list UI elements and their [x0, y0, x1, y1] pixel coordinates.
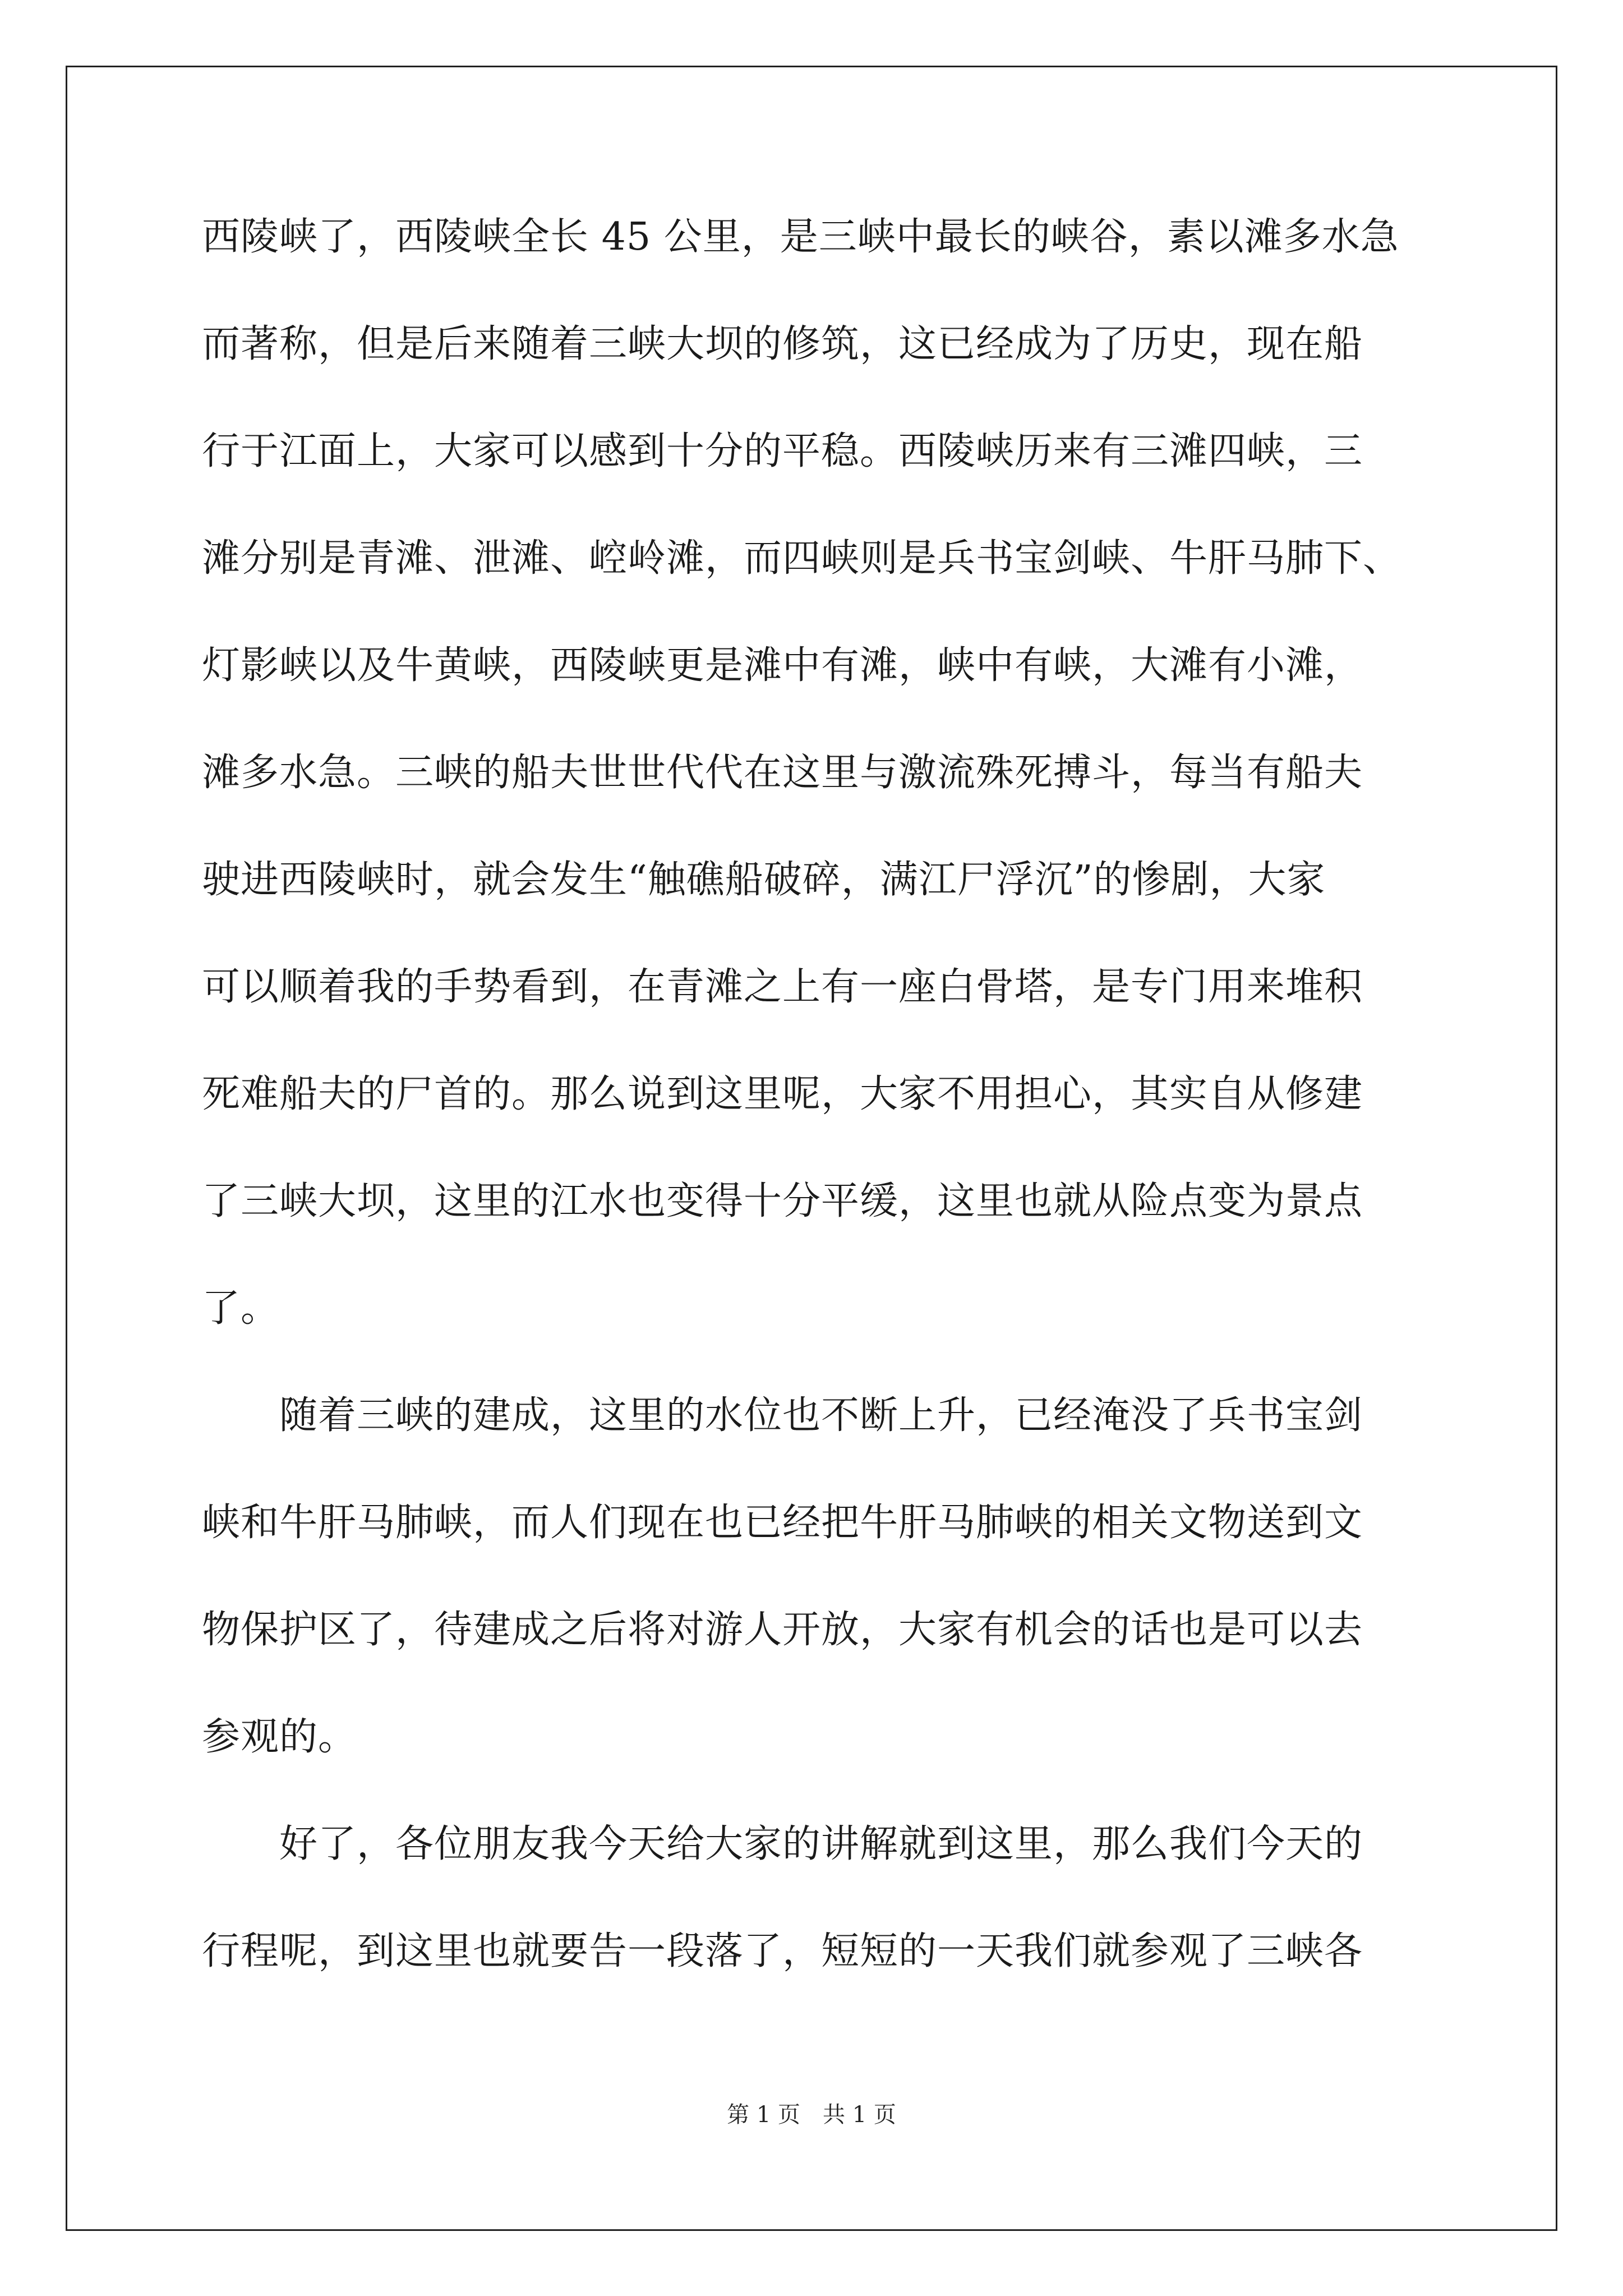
text-line: 可以顺着我的手势看到，在青滩之上有一座白骨塔，是专门用来堆积 [202, 965, 1363, 1009]
paragraph-1 [202, 216, 1424, 1395]
document-body [202, 216, 1424, 2037]
paragraph-3 [202, 1823, 1424, 2037]
text-line: 峡和牛肝马肺峡，而人们现在也已经把牛肝马肺峡的相关文物送到文 [202, 1501, 1363, 1545]
text-line: 了三峡大坝，这里的江水也变得十分平缓，这里也就从险点变为景点 [202, 1179, 1363, 1223]
text-line: 西陵峡了，西陵峡全长 45 公里，是三峡中最长的峡谷，素以滩多水急 [202, 215, 1399, 259]
text-line: 而著称，但是后来随着三峡大坝的修筑，这已经成为了历史，现在船 [202, 322, 1363, 366]
text-line: 参观的。 [202, 1715, 357, 1759]
text-line: 行于江面上，大家可以感到十分的平稳。西陵峡历来有三滩四峡，三 [202, 429, 1363, 473]
page-number-label: 第 1 页 共 1 页 [727, 2102, 896, 2128]
text-line: 了。 [202, 1286, 280, 1331]
text-line: 好了，各位朋友我今天给大家的讲解就到这里，那么我们今天的 [202, 1822, 1363, 1866]
text-line: 滩分别是青滩、泄滩、崆岭滩，而四峡则是兵书宝剑峡、牛肝马肺下、 [202, 536, 1402, 581]
text-line: 物保护区了，待建成之后将对游人开放，大家有机会的话也是可以去 [202, 1608, 1363, 1652]
paragraph-2 [202, 1395, 1424, 1823]
text-line: 死难船夫的尸首的。那么说到这里呢，大家不用担心，其实自从修建 [202, 1072, 1363, 1116]
text-line: 随着三峡的建成，这里的水位也不断上升，已经淹没了兵书宝剑 [202, 1393, 1363, 1438]
text-line: 驶进西陵峡时，就会发生“触礁船破碎，满江尸浮沉”的惨剧，大家 [202, 858, 1326, 902]
text-line: 行程呢，到这里也就要告一段落了，短短的一天我们就参观了三峡各 [202, 1929, 1363, 1973]
page-footer [0, 2101, 1623, 2129]
text-line: 灯影峡以及牛黄峡，西陵峡更是滩中有滩，峡中有峡，大滩有小滩， [202, 643, 1363, 688]
text-line: 滩多水急。三峡的船夫世世代代在这里与激流殊死搏斗，每当有船夫 [202, 751, 1363, 795]
